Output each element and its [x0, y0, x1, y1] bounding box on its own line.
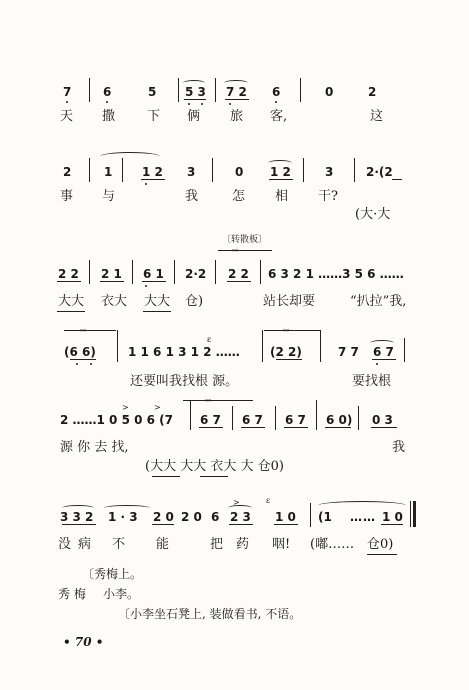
rest: 0 [235, 165, 244, 179]
barline [117, 330, 118, 362]
beam [141, 179, 165, 180]
lyric: 我 [185, 189, 199, 204]
barline [316, 400, 317, 430]
stage-direction: 〔秀梅上。 [82, 567, 143, 581]
lyric-row-4 [0, 375, 469, 395]
note: 2 [63, 165, 72, 179]
barline [300, 78, 301, 102]
notation-row-3 [0, 262, 469, 282]
note-group: 5 3 [185, 85, 206, 99]
octave-dot [90, 363, 92, 365]
lyric: 没 [58, 537, 72, 552]
octave-dot [66, 101, 68, 103]
lyric-row-2 [0, 190, 469, 210]
ornament-mark: ε [207, 335, 212, 344]
note: 2 [368, 85, 377, 99]
note-group: 2 2 [228, 267, 249, 281]
lyric: 怎 [232, 189, 246, 204]
note-group: 0 3 [372, 413, 393, 427]
underline [143, 311, 171, 312]
note-group: 1 1 6 1 3 1 2 …… [128, 345, 240, 359]
beam [284, 427, 308, 428]
barline [303, 158, 304, 182]
underline [200, 476, 228, 477]
lyric: 旅 [230, 109, 244, 124]
fermata-mark: ᵒᵒ [283, 327, 290, 336]
percussion-text: 衣大 [101, 294, 128, 309]
note-group: 2·(2 [366, 165, 393, 179]
note-group: 7 2 [226, 85, 247, 99]
percussion-text: 大大 [58, 294, 85, 309]
beam [142, 281, 166, 282]
barline [275, 406, 276, 430]
tempo-marking: 〔转散板〕 [222, 235, 268, 245]
fermata-mark: ᵒᵒ [80, 327, 87, 336]
note-group: 6 1 [143, 267, 164, 281]
page-number: • 70 • [63, 635, 104, 649]
note-group: 1 2 [142, 165, 163, 179]
final-barline [413, 501, 416, 527]
lyric: 药 [236, 537, 250, 552]
lyric-row-5 [0, 441, 469, 461]
fermata-mark: ᵒᵒ [205, 397, 212, 406]
beam [381, 524, 403, 525]
beam [325, 427, 351, 428]
lyric: 我 [392, 440, 406, 455]
bracket-line [183, 400, 253, 401]
lyric: 事 [60, 189, 74, 204]
bracket-line [64, 330, 116, 331]
lyric: 撒 [102, 109, 116, 124]
lyric: 这 [370, 109, 384, 124]
lyric-row-3 [0, 295, 469, 315]
note-group: 1 0 [382, 510, 403, 524]
note: 7 [63, 85, 72, 99]
ornament-mark: ε [266, 496, 271, 505]
lyric: 能 [156, 537, 170, 552]
octave-dot [376, 363, 378, 365]
octave-dot [76, 363, 78, 365]
slur [100, 152, 160, 161]
barline [260, 260, 261, 284]
note: 6 [272, 85, 281, 99]
beam [392, 179, 402, 180]
notation-row-4 [0, 327, 469, 360]
beam [372, 359, 396, 360]
lyric: 相 [275, 189, 289, 204]
barline [310, 503, 311, 527]
beam [184, 99, 206, 100]
lyric: 俩 [187, 109, 201, 124]
beam [274, 524, 298, 525]
octave-dot [275, 101, 277, 103]
underline [367, 554, 397, 555]
note-group: 6 7 [200, 413, 221, 427]
barline [190, 400, 191, 430]
percussion-text: (大·大 [355, 207, 391, 222]
octave-dot [229, 103, 231, 105]
bracket-line [264, 330, 320, 331]
note-group: 3 3 2 [60, 510, 94, 524]
beam [152, 524, 174, 525]
note-group: 6 7 [242, 413, 263, 427]
notation-row-6 [0, 496, 469, 525]
lyric: 天 [60, 109, 74, 124]
octave-dot [106, 101, 108, 103]
lyric: 不 [112, 537, 126, 552]
beam [57, 281, 81, 282]
note-group: 1 · 3 [108, 510, 138, 524]
note-group: 7 7 [338, 345, 359, 359]
lyric-row-1 [0, 110, 469, 130]
note-group: 2 0 [153, 510, 174, 524]
note-group: 1 0 [275, 510, 296, 524]
lyric: 干? [318, 189, 338, 204]
lyric: “扒拉”我, [350, 294, 407, 309]
beam [100, 281, 124, 282]
note-group: (1 [318, 510, 332, 524]
note-group: 2 1 [101, 267, 122, 281]
lyric: 站长却要 [263, 294, 316, 309]
barline [212, 158, 213, 182]
note-group: (6 6) [64, 345, 96, 359]
beam [62, 524, 96, 525]
octave-dot [201, 103, 203, 105]
stage-direction-1 [0, 568, 469, 588]
octave-dot [188, 103, 190, 105]
note-group: 2 2 [58, 267, 79, 281]
speech-text: 小李。 [103, 587, 140, 601]
note-group: 2·2 [185, 267, 207, 281]
lyric: 仓0) [367, 537, 394, 552]
lyric: (嘟…… [310, 537, 355, 552]
beam [229, 524, 253, 525]
percussion-row-2 [0, 208, 469, 228]
lyric: 要找根 [352, 374, 392, 389]
slur [318, 501, 406, 510]
barline [404, 338, 405, 362]
barline [215, 260, 216, 284]
barline [174, 260, 175, 284]
beam [276, 359, 302, 360]
lyric: 咽! [272, 537, 291, 552]
note-group: 2 0 [181, 510, 202, 524]
barline [132, 260, 133, 284]
lyric: 与 [102, 189, 116, 204]
lyric: 源 你 去 找, [60, 440, 129, 455]
underline [57, 311, 85, 312]
beam [225, 99, 249, 100]
notation-row-2 [0, 160, 469, 180]
octave-dot [145, 183, 147, 185]
stage-direction-2 [0, 608, 469, 628]
dialogue-line [0, 588, 469, 608]
fermata-mark: ᵒᵒ [232, 247, 239, 256]
tempo-row [0, 236, 469, 256]
note: 3 [187, 165, 196, 179]
note-group: 1 2 [270, 165, 291, 179]
accent-mark: > [154, 403, 161, 412]
percussion-text: (大大 大大 衣大 大 仓0) [145, 459, 284, 474]
beam [269, 179, 293, 180]
note-group: 6 3 2 1 ……3 5 6 …… [268, 267, 404, 281]
barline [358, 406, 359, 430]
barline [320, 330, 321, 362]
percussion-row-5 [0, 460, 469, 480]
note: 5 [148, 85, 157, 99]
rest: 0 [325, 85, 334, 99]
footer [0, 636, 469, 656]
beam [371, 427, 397, 428]
note-group: (2 2) [270, 345, 302, 359]
beam [227, 281, 251, 282]
notation-row-1 [0, 80, 469, 100]
accent-mark: > [122, 403, 129, 412]
lyric: 病 [78, 537, 92, 552]
barline [178, 78, 179, 102]
percussion-text: 大大 [144, 294, 171, 309]
beam [199, 427, 223, 428]
note-group: 2 3 [230, 510, 251, 524]
accent-mark: > [233, 498, 240, 507]
note: 6 [103, 85, 112, 99]
bracket-line [218, 250, 272, 251]
stage-direction: 〔小李坐石凳上, 装做看书, 不语。 [118, 607, 302, 621]
beam [241, 427, 265, 428]
note-group: 6 7 [373, 345, 394, 359]
barline [262, 330, 263, 362]
lyric: 把 [210, 537, 224, 552]
barline [89, 260, 90, 284]
percussion-text: 仓) [185, 294, 204, 309]
barline [215, 78, 216, 102]
lyric: 客, [270, 109, 288, 124]
barline [410, 501, 411, 527]
note-group: 6 7 [285, 413, 306, 427]
octave-dot [145, 285, 147, 287]
continuation-dots: …… [350, 510, 376, 524]
barline [354, 158, 355, 182]
beam [70, 359, 96, 360]
barline [232, 406, 233, 430]
note-group: 2 ……1 0 5 0 6 (7 [60, 413, 173, 427]
note: 6 [211, 510, 220, 524]
note-group: 6 0) [326, 413, 353, 427]
lyric-row-6 [0, 538, 469, 558]
underline [152, 476, 180, 477]
notation-row-5 [0, 397, 469, 428]
barline [89, 158, 90, 182]
speaker-name: 秀 梅 [58, 587, 86, 601]
barline [122, 158, 123, 182]
note: 3 [325, 165, 334, 179]
barline [89, 78, 90, 102]
note: 1 [104, 165, 113, 179]
lyric: 还要叫我找根 源。 [130, 374, 239, 389]
lyric: 下 [147, 109, 161, 124]
